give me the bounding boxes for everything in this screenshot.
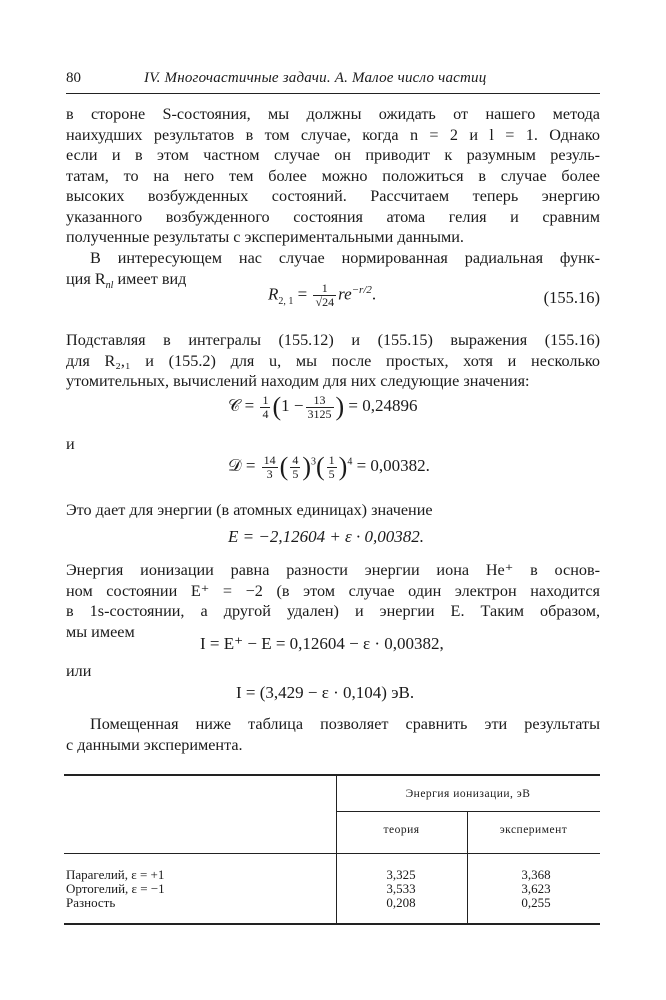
frac-den: 5 — [328, 466, 335, 481]
table-top-rule — [64, 774, 600, 776]
text-line: указанного возбужденного состояния атома гелия и сравним — [66, 207, 600, 226]
paragraph-6 — [66, 714, 600, 755]
text-line: для R₂,₁ и (155.2) для u, мы после простых, хотя и несколько — [66, 351, 600, 370]
eq-fraction — [262, 454, 278, 481]
text-line: утомительных, вычислений находим для них следующие значения: — [66, 372, 530, 390]
text-line: с данными эксперимента. — [66, 735, 243, 754]
text-fragment: ция R — [66, 269, 106, 288]
frac-den: 4 — [262, 406, 269, 421]
frac-num: 14 — [263, 452, 276, 467]
text-line: В интересующем нас случае нормированная радиальная функ- — [90, 249, 600, 267]
table-cell-theory: 3,533 — [386, 881, 416, 896]
text-line: высоких возбужденных состояний. Рассчитаем теперь энергию — [66, 187, 600, 205]
eq-lhs: 𝒞 = — [228, 395, 255, 415]
table-cell-experiment: 3,623 — [521, 881, 551, 896]
text-line: ном состоянии E⁺ = −2 (в этом случае один электрон находится — [66, 581, 600, 600]
equation-energy: E = −2,12604 + ε · 0,00382. — [228, 527, 424, 546]
text-line: Помещенная ниже таблица позволяет сравнить эти результаты — [90, 715, 600, 733]
eq-rhs: = 0,24896 — [348, 395, 418, 415]
text-line: в 1s-состоянии, а другой удален) и энергии E. Таким образом, — [66, 602, 600, 620]
eq-lhs-subscript: 2, 1 — [278, 295, 294, 307]
text-line: наихудших результатов в том случае, когда n = 2 и l = 1. Однако — [66, 125, 600, 144]
running-header — [66, 70, 600, 92]
eq-lhs: R — [268, 284, 279, 304]
eq-inner: 1 − — [281, 395, 304, 415]
eq-lhs: 𝒟 = — [228, 455, 256, 475]
equation-ionization: I = E⁺ − E = 0,12604 − ε · 0,00382, — [200, 634, 444, 653]
paragraph-4 — [66, 500, 600, 521]
text-line: Это дает для энергии (в атомных единицах) значение — [66, 501, 433, 519]
text-line: Энергия ионизации равна разности энергии иона He⁺ в основ- — [66, 561, 600, 579]
text-line: татам, то на него тем более можно положиться в случае более — [66, 166, 600, 185]
frac-num: 4 — [292, 452, 299, 467]
header-rule — [66, 93, 600, 94]
text-line: если и в этом частном случае он приводит к разумным резуль- — [66, 146, 600, 164]
eq-fraction — [327, 454, 337, 481]
frac-num: 1 — [262, 392, 269, 407]
table-cell-theory: 3,325 — [386, 867, 416, 882]
word-or — [66, 661, 600, 682]
text-line: мы имеем — [66, 622, 135, 641]
equation-radial-function: $R_{2, 1}$ = $\frac{1}{√24}$ $re^{-r/2}$. — [268, 281, 377, 309]
frac-den: 5 — [292, 466, 299, 481]
eq-fraction — [313, 282, 336, 309]
text-line: и — [66, 435, 75, 453]
paragraph-1 — [66, 104, 600, 248]
eq-rhs: = 0,00382. — [356, 455, 430, 475]
table-header-rule — [336, 811, 600, 812]
table-col-experiment: эксперимент — [499, 824, 568, 836]
text-line: полученные результаты с экспериментальными данными. — [66, 228, 464, 246]
frac-num: 1 — [328, 452, 335, 467]
table-body-rule — [64, 853, 600, 854]
eq-fraction — [290, 454, 300, 481]
frac-den: 3125 — [307, 406, 332, 421]
running-title: IV. Многочастичные задачи. А. Малое число частиц — [144, 70, 487, 86]
page-number: 80 — [66, 70, 81, 86]
eq-fraction — [260, 394, 270, 421]
text-line: Подставляя в интегралы (155.12) и (155.15) выражения (155.16) — [66, 331, 600, 349]
table-bottom-rule — [64, 923, 600, 925]
text-fragment: имеет вид — [113, 269, 187, 288]
frac-num: 13 — [306, 394, 334, 408]
paragraph-3 — [66, 330, 600, 392]
equation-ionization-ev: I = (3,429 − ε · 0,104) эВ. — [236, 683, 415, 702]
text-line: в стороне S-состояния, мы должны ожидать от нашего метода — [66, 105, 600, 123]
eq-power: 3 — [311, 456, 316, 468]
eq-exponent: −r/2 — [351, 283, 372, 296]
eq-power: 4 — [347, 456, 353, 468]
paragraph-5 — [66, 560, 600, 642]
table-group-header: Энергия ионизации, эВ — [405, 788, 531, 800]
table-row-label: Парагелий, ε = +1 — [66, 867, 165, 882]
equation-d: 𝒟 = $\frac{14}{3}$ ( $\frac{4}{5}$ )$^3$( $\frac{1}{5}$ )$^4$ = 0,00382. — [228, 452, 430, 481]
eq-body: re — [338, 284, 352, 304]
table-cell-theory: 0,208 — [386, 895, 416, 910]
table-cell-experiment: 3,368 — [521, 867, 551, 882]
text-line: ция $R_{nl}$ имеет вид — [66, 269, 187, 289]
frac-num: 1 — [313, 282, 336, 296]
equation-c: 𝒞 = $\frac{1}{4}$ (1 − $\frac{13}{3125}$ ) = 0,24896 — [228, 392, 418, 421]
text-line: или — [66, 662, 92, 680]
frac-den: 3 — [266, 466, 273, 481]
frac-den: √24 — [315, 295, 335, 309]
table-row-label: Ортогелий, ε = −1 — [66, 881, 165, 896]
table-cell-experiment: 0,255 — [521, 895, 551, 910]
eq-fraction — [306, 394, 334, 421]
table-row-label: Разность — [66, 895, 116, 910]
equation-number: (155.16) — [543, 288, 600, 307]
table-col-theory: теория — [383, 824, 420, 836]
